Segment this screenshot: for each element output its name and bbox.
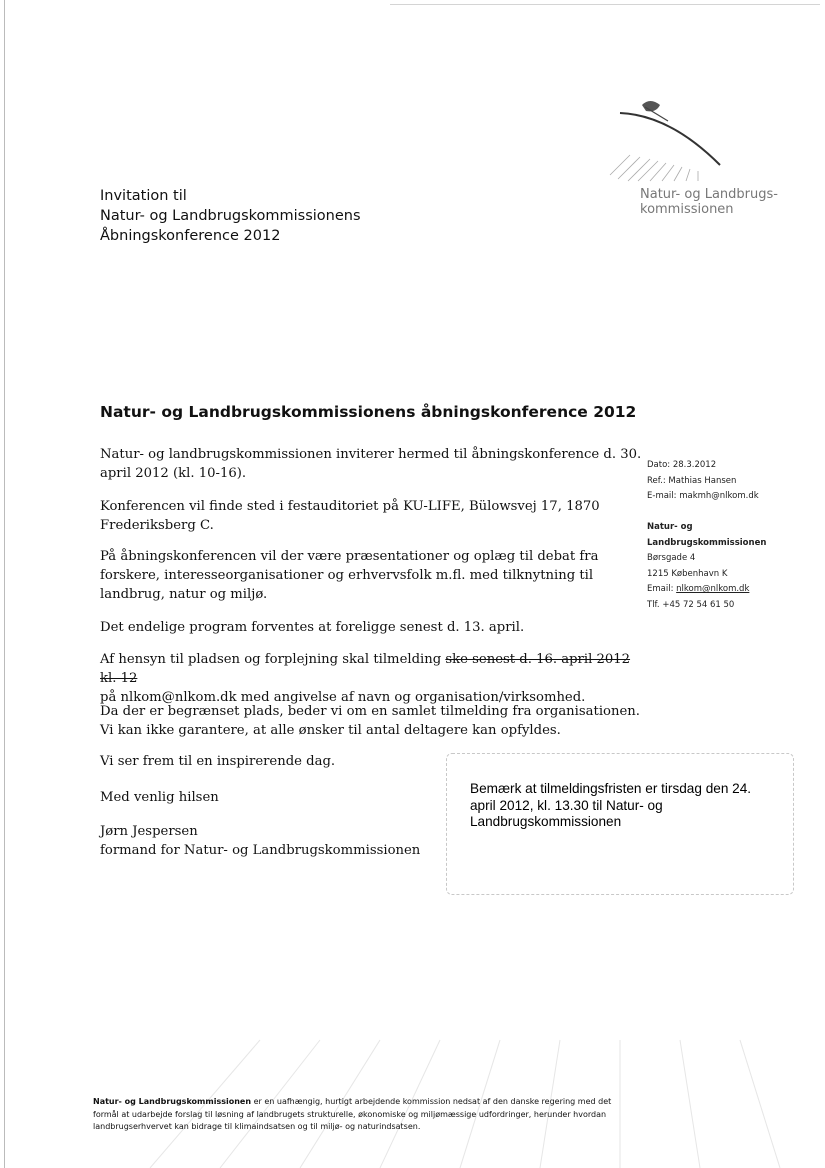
footer-text: er en uafhængig, hurtigt arbejdende kommission nedsat af den danske regering med det formål at udarbejde forslag til løsning af landbrugets strukturelle, økonomiske og miljømæssige udfordringer, herunder hvordan landbrugserhvervet kan bidrage til klimaindsatsen og til miljø- og naturindsatsen. — [93, 1097, 612, 1131]
registration-email-text: på nlkom@nlkom.dk med angivelse af navn og organisation/virksomhed. — [100, 690, 586, 705]
meta-date: Dato: 28.3.2012 — [647, 460, 717, 470]
footer-org-name: Natur- og Landbrugskommissionen — [93, 1097, 252, 1106]
meta-ref: Ref.: Mathias Hansen — [647, 475, 737, 486]
org-phone: Tlf. +45 72 54 61 50 — [647, 599, 735, 610]
org-city: 1215 København K — [647, 568, 728, 579]
paragraph-invitation: Natur- og landbrugskommissionen inviterer hermed til åbningskonference d. 30. april 2012 (kl. 10-16). — [100, 447, 642, 481]
deadline-notice: Bemærk at tilmeldingsfristen er tirsdag den 24. april 2012, kl. 13.30 til Natur- og Landbrugskommissionen — [470, 781, 752, 829]
signer-title: formand for Natur- og Landbrugskommissionen — [100, 843, 421, 858]
paragraph-registration — [100, 650, 645, 707]
meta-email: E-mail: makmh@nlkom.dk — [647, 491, 759, 501]
logo-text — [640, 187, 778, 217]
org-name-line-2: Landbrugskommissionen — [647, 537, 767, 548]
closing: Med venlig hilsen — [100, 790, 219, 805]
org-email — [647, 582, 766, 598]
scan-edge-top — [390, 4, 820, 5]
footer-field-graphic — [0, 1000, 825, 1168]
paragraph-venue: Konferencen vil finde sted i festauditoriet på KU-LIFE, Bülowsvej 17, 1870 Frederiksberg C. — [100, 499, 600, 533]
paragraph-program-date: Det endelige program forventes at foreligge senest d. 13. april. — [100, 620, 525, 635]
logo-line-2: kommissionen — [640, 202, 734, 217]
paragraph-program-content: På åbningskonferencen vil der være præsentationer og oplæg til debat fra forskere, interesseorganisationer og erhvervsfolk m.fl. med tilknytning til landbrug, natur og miljø. — [100, 549, 599, 602]
invitation-header — [100, 186, 361, 246]
scan-edge — [4, 0, 5, 1168]
registration-text: Af hensyn til pladsen og forplejning skal tilmelding — [100, 652, 446, 667]
struck-deadline: ske senest d. 16. april 2012 kl. 12 — [100, 652, 631, 686]
logo-line-1: Natur- og Landbrugs- — [640, 187, 778, 202]
document-meta — [647, 458, 759, 505]
org-street: Børsgade 4 — [647, 553, 696, 563]
org-address — [647, 520, 766, 613]
org-email-link[interactable]: nlkom@nlkom.dk — [676, 584, 750, 594]
header-line-1: Invitation til — [100, 188, 187, 204]
paragraph-capacity: Da der er begrænset plads, beder vi om en samlet tilmelding fra organisationen. Vi kan ikke garantere, at alle ønsker til antal deltagere kan opfyldes. — [100, 704, 640, 738]
header-line-2: Natur- og Landbrugskommissionens — [100, 208, 361, 224]
paragraph-looking-forward: Vi ser frem til en inspirerende dag. — [100, 754, 336, 769]
footer-description — [93, 1096, 633, 1134]
signer-name: Jørn Jespersen — [100, 824, 198, 839]
header-line-3: Åbningskonference 2012 — [100, 228, 281, 244]
org-email-label: Email: — [647, 584, 677, 594]
document-title: Natur- og Landbrugskommissionens åbningskonference 2012 — [100, 403, 637, 421]
org-name-line-1: Natur- og — [647, 522, 693, 532]
